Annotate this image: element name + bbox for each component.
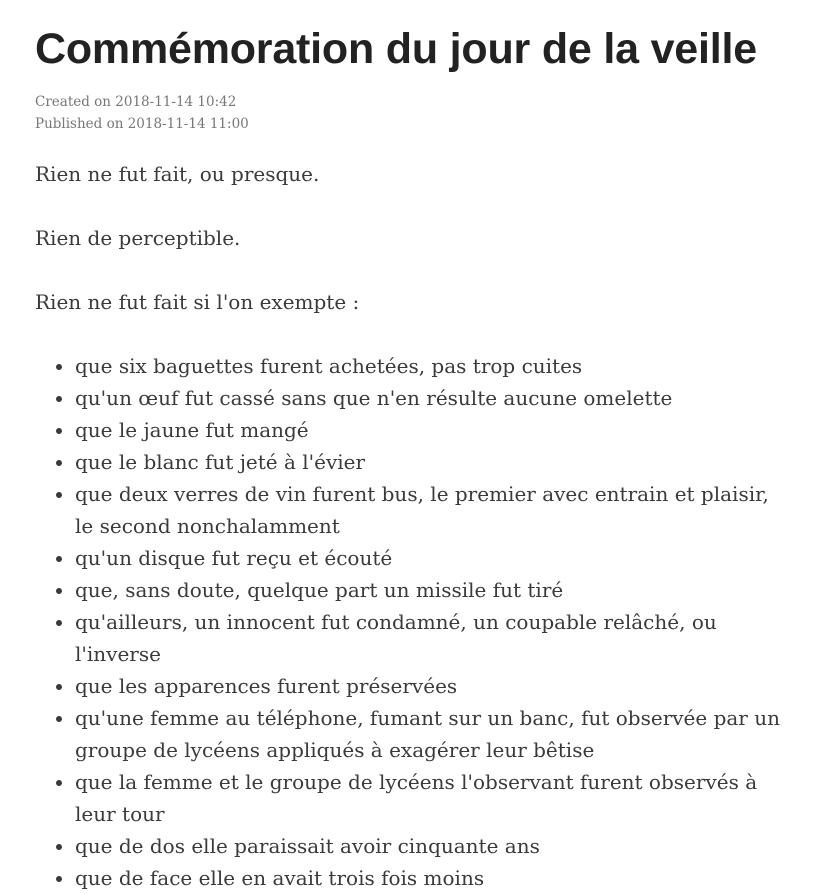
exemptions-list xyxy=(35,350,780,894)
list-item: • que six baguettes furent achetées, pas trop cuites xyxy=(75,350,780,382)
list-item: • qu'un disque fut reçu et écouté xyxy=(75,542,780,574)
article-title: Commémoration du jour de la veille xyxy=(35,25,757,73)
list-item: • que deux verres de vin furent bus, le premier avec entrain et plaisir, le second nonchalamment xyxy=(75,478,780,542)
list-item: • qu'une femme au téléphone, fumant sur un banc, fut observée par un groupe de lycéens appliqués à exagérer leur bêtise xyxy=(75,702,780,766)
paragraph: Rien ne fut fait, ou presque. xyxy=(35,162,320,186)
list-item: • que le jaune fut mangé xyxy=(75,414,780,446)
paragraph: Rien ne fut fait si l'on exempte : xyxy=(35,290,360,314)
list-item: • que les apparences furent préservées xyxy=(75,670,780,702)
article xyxy=(35,0,780,894)
list-item: • que de dos elle paraissait avoir cinquante ans xyxy=(75,830,780,862)
list-item: • qu'un œuf fut cassé sans que n'en résulte aucune omelette xyxy=(75,382,780,414)
list-item: • que, sans doute, quelque part un missile fut tiré xyxy=(75,574,780,606)
paragraph: Rien de perceptible. xyxy=(35,226,241,250)
list-item: • que la femme et le groupe de lycéens l'observant furent observés à leur tour xyxy=(75,766,780,830)
published-date: Published on 2018-11-14 11:00 xyxy=(35,116,249,132)
list-item: • que de face elle en avait trois fois moins xyxy=(75,862,780,894)
article-meta xyxy=(35,91,780,135)
article-body xyxy=(35,158,780,894)
created-date: Created on 2018-11-14 10:42 xyxy=(35,94,237,110)
list-item: • que le blanc fut jeté à l'évier xyxy=(75,446,780,478)
list-item: • qu'ailleurs, un innocent fut condamné, un coupable relâché, ou l'inverse xyxy=(75,606,780,670)
